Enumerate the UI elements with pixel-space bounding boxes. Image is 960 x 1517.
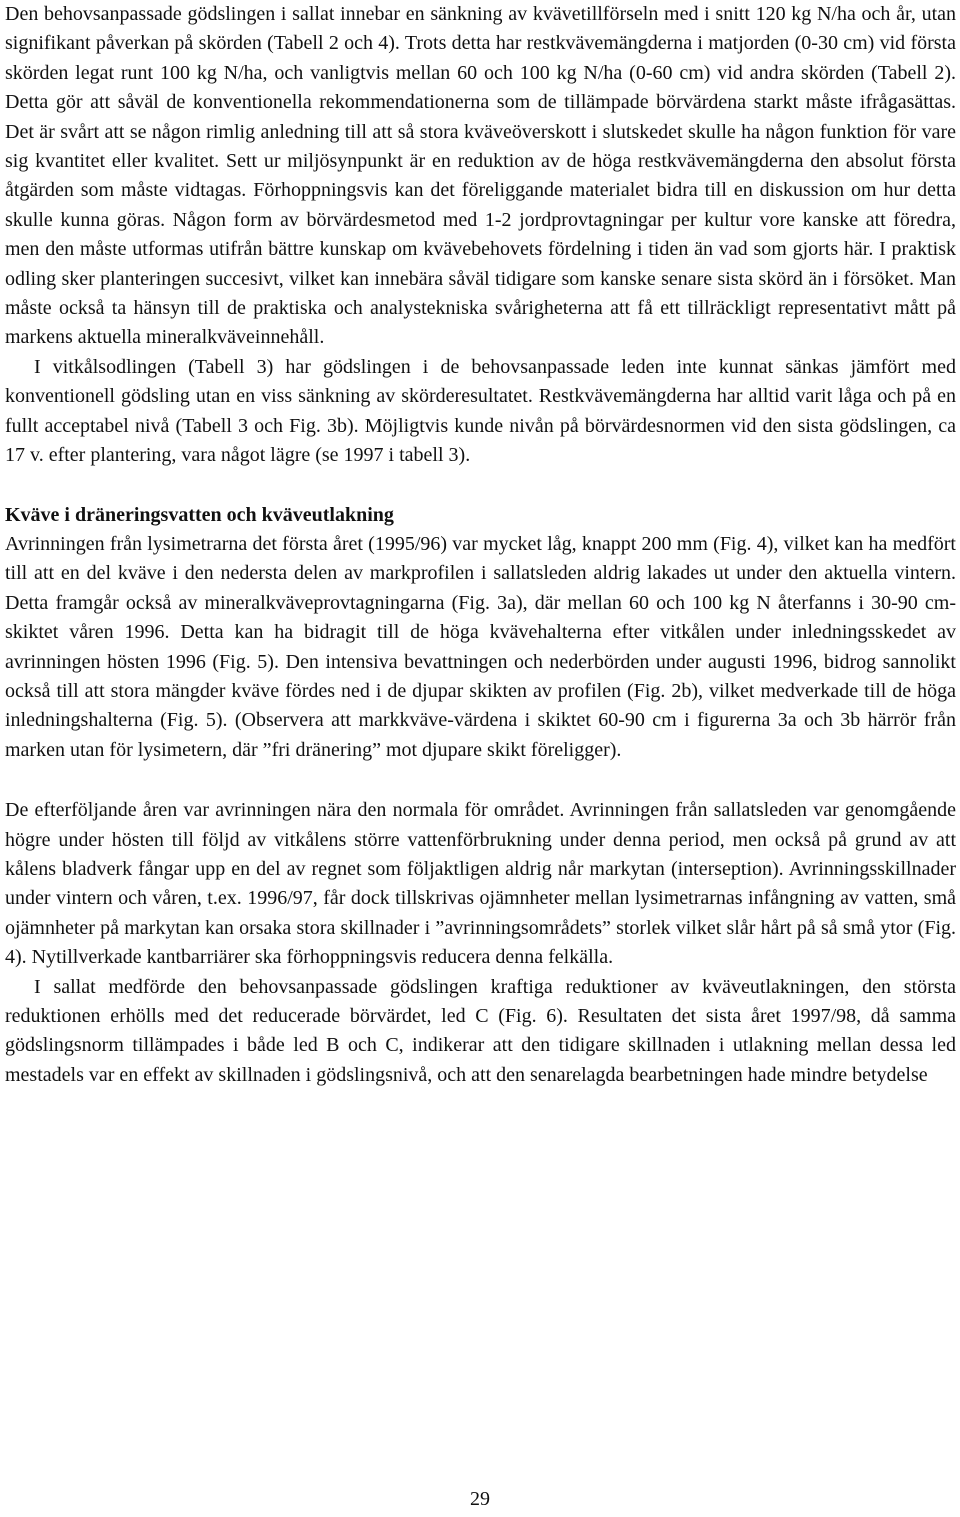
document-page bbox=[5, 0, 956, 1090]
paragraph-sallat-fertilization: Den behovsanpassade gödslingen i sallat innebar en sänkning av kvävetillförseln med i snitt 120 kg N/ha och år, utan signifikant påverkan på skörden (Tabell 2 och 4). Trots detta har restkvävemängderna i matjorden (0-30 cm) vid första skörden legat runt 100 kg N/ha, och vanligtvis mellan 60 och 100 kg N/ha (0-60 cm) vid andra skörden (Tabell 2). Detta gör att såväl de konventionella rekommendationerna som de tillämpade börvärdena starkt måste ifrågasättas. Det är svårt att se någon rimlig anledning till att så stora kväveöverskott i slutskedet skulle ha någon funktion för vare sig kvantitet eller kvalitet. Sett ur miljösynpunkt är en reduktion av de höga restkvävemängderna den absolut första åtgärden som måste vidtagas. Förhoppningsvis kan det föreliggande materialet bidra till en diskussion om hur detta skulle kunna göras. Någon form av börvärdesmetod med 1-2 jordprovtagningar per kultur vore kanske att föredra, men den måste utformas utifrån bättre kunskap om kvävebehovets fördelning i tiden än vad som gjorts här. I praktisk odling sker planteringen succesivt, vilket kan innebära såväl tidigare som kanske senare sista skörd än i försöket. Man måste också ta hänsyn till de praktiska och analystekniska svårigheterna att få ett tillräckligt representativt mått på markens aktuella mineralkväveinnehåll. bbox=[5, 3, 956, 349]
paragraph-runoff-following-years: De efterföljande åren var avrinningen nära den normala för området. Avrinningen från sallatsleden var genomgående högre under hösten till följd av vitkålens större vattenförbrukning under denna period, men också på grund av att kålens bladverk fångar upp en del av regnet som följaktligen aldrig når markytan (interseption). Avrinningsskillnader under vintern och våren, t.ex. 1996/97, får dock tillskrivas ojämnheter mellan lysimetrarnas infångning av vatten, små ojämnheter på markytan kan orsaka stora skillnader i ”avrinningsområdets” storlek vilket slår hårt på så små ytor (Fig. 4). Nytillverkade kantbarriärer ska förhoppningsvis reducera denna felkälla. bbox=[5, 799, 956, 969]
paragraph-runoff-first-year: Avrinningen från lysimetrarna det första året (1995/96) var mycket låg, knappt 200 mm (Fig. 4), vilket kan ha medfört till att en del kväve i den nedersta delen av markprofilen i sallatsleden aldrig lakades ut under den aktuella vintern. Detta framgår också av mineralkväveprovtagningarna (Fig. 3a), där mellan 60 och 100 kg N återfanns i 30-90 cm-skiktet våren 1996. Detta kan ha bidragit till de höga kvävehalterna efter vitkålen under inledningsskedet av avrinningen hösten 1996 (Fig. 5). Den intensiva bevattningen och nederbörden under augusti 1996, bidrog sannolikt också till att stora mängder kväve fördes ned i de djupar skikten av profilen (Fig. 2b), vilket medverkade till de höga inledningshalterna (Fig. 5). (Observera att markkväve-värdena i skiktet 60-90 cm i figurerna 3a och 3b härrör från marken utan för lysimetern, där ”fri dränering” mot djupare skikt föreligger). bbox=[5, 532, 956, 761]
page-number: 29 bbox=[470, 1488, 490, 1510]
paragraph-sallat-leaching: I sallat medförde den behovsanpassade gödslingen kraftiga reduktioner av kväveutlakningen, den största reduktionen erhölls med det reducerade börvärdet, led C (Fig. 6). Resultaten det sista året 1997/98, då samma gödslingsnorm tillämpades i både led B och C, indikerar att den tidigare skillnaden i utlakning mellan dessa led mestadels var en effekt av skillnaden i gödslingsnivå, och att den senarelagda bearbetningen hade mindre betydelse bbox=[5, 975, 956, 1086]
paragraph-vitkal-fertilization: I vitkålsodlingen (Tabell 3) har gödslingen i de behovsanpassade leden inte kunnat sänkas jämfört med konventionell gödsling utan en viss sänkning av skörderesultatet. Restkvävemängderna har alltid varit låga och på en fullt acceptabel nivå (Tabell 3 och Fig. 3b). Möjligtvis kunde nivån på börvärdesnormen vid den sista gödslingen, ca 17 v. efter plantering, vara något lägre (se 1997 i tabell 3). bbox=[5, 355, 956, 467]
section-heading: Kväve i dräneringsvatten och kväveutlakning bbox=[5, 503, 394, 526]
